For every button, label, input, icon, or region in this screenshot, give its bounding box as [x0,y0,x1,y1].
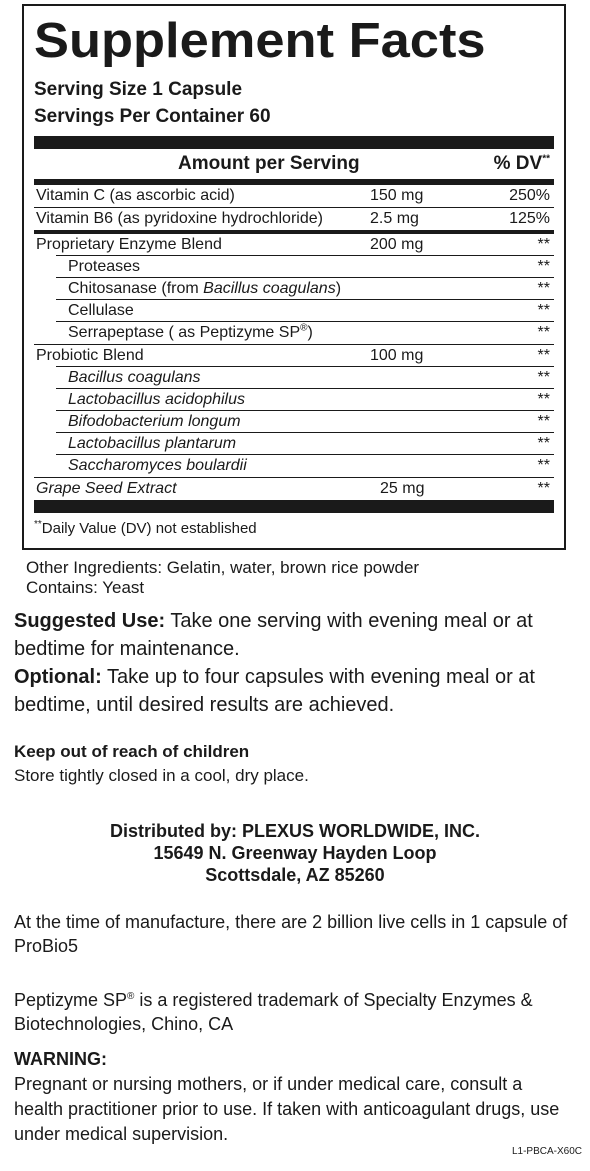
thick-divider-bottom [34,500,554,513]
header-dv: % DV** [493,153,550,174]
table-row: Bacillus coagulans ** [34,367,554,389]
suggested-use: Suggested Use: Take one serving with evening meal or at bedtime for maintenance. [14,610,533,660]
table-header [34,149,554,185]
other-ingredients: Other Ingredients: Gelatin, water, brown rice powder Contains: Yeast [26,558,576,598]
supplement-facts-panel [22,4,566,550]
warning-text: Pregnant or nursing mothers, or if under medical care, consult a health practitioner prior to use. If taken with anticoagulant drugs, use under medical supervision. [14,1074,560,1144]
live-cells-statement: At the time of manufacture, there are 2 billion live cells in 1 capsule of ProBio5 [14,912,568,956]
table-row: Proteases ** [34,256,554,278]
table-row: Chitosanase (from Bacillus coagulans) ** [34,278,554,300]
footnote: **Daily Value (DV) not established [34,519,257,537]
table-row: Saccharomyces boulardii ** [34,455,554,478]
table-row: Grape Seed Extract 25 mg ** [36,480,550,497]
table-row: Vitamin B6 (as pyridoxine hydrochloride) 2.5 mg 125% [34,208,554,234]
table-row: Serrapeptase ( as Peptizyme SP®) ** [34,322,554,345]
table-row: Bifodobacterium longum ** [34,411,554,433]
storage-instructions: Store tightly closed in a cool, dry place. [14,766,309,785]
distributor-block: Distributed by: PLEXUS WORLDWIDE, INC. 15649 N. Greenway Hayden Loop Scottsdale, AZ 85260 [109,821,480,885]
thick-divider [34,136,554,149]
warning-block [14,1047,576,1147]
table-row: Proprietary Enzyme Blend 200 mg ** [34,234,554,256]
table-row: Cellulase ** [34,300,554,322]
table-row: Lactobacillus acidophilus ** [34,389,554,411]
contains-line: Contains: Yeast [26,578,145,597]
warning-label: WARNING: [14,1049,107,1069]
serving-size: Serving Size 1 Capsule [34,79,243,100]
table-row: Vitamin C (as ascorbic acid) 150 mg 250% [34,185,554,208]
panel-title: Supplement Facts [34,14,486,68]
optional-use: Optional: Take up to four capsules with evening meal or at bedtime, until desired results are achieved. [14,666,535,716]
header-amount: Amount per Serving [178,153,360,174]
table-row: Probiotic Blend 100 mg ** [34,345,554,367]
servings-per-container: Servings Per Container 60 [34,106,271,127]
label-code: L1-PBCA-X60C [511,1146,582,1157]
trademark-statement: Peptizyme SP® is a registered trademark of Specialty Enzymes & Biotechnologies, Chino, CA [14,990,533,1034]
keep-out-warning: Keep out of reach of children Store tightly closed in a cool, dry place. [14,740,576,788]
table-row: Lactobacillus plantarum ** [34,433,554,455]
